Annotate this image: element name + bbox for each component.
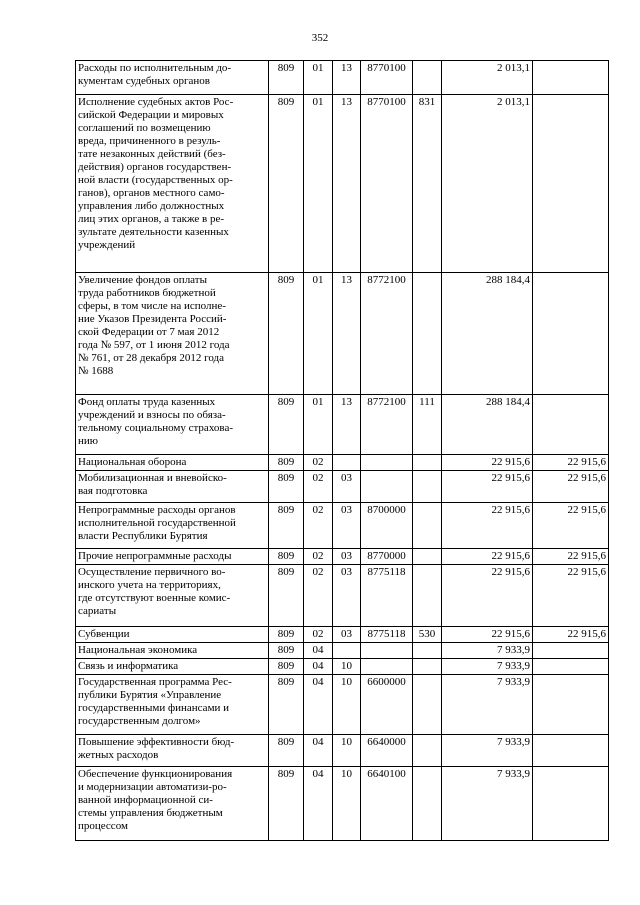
- table-row: [76, 643, 609, 659]
- row-gr-cell: 809: [269, 471, 304, 503]
- row-name-cell: Государственная программа Рес- публики Бурятия «Управление государственными финансами и государственным долгом»: [76, 675, 269, 735]
- row-gr-cell: 809: [269, 273, 304, 395]
- row-sum2-cell: 22 915,6: [533, 455, 609, 471]
- row-rz-cell: 01: [304, 61, 333, 95]
- row-rz-cell: 02: [304, 549, 333, 565]
- row-sum1-cell: 2 013,1: [442, 61, 533, 95]
- row-sum1-cell: 22 915,6: [442, 549, 533, 565]
- row-gr-cell: 809: [269, 95, 304, 273]
- row-sum1-cell: 7 933,9: [442, 659, 533, 675]
- row-sum2-cell: 22 915,6: [533, 549, 609, 565]
- row-cs-cell: 8772100: [361, 395, 413, 455]
- row-vr-cell: [413, 659, 442, 675]
- row-sum2-cell: [533, 735, 609, 767]
- row-cs-cell: 8775118: [361, 565, 413, 627]
- row-cs-cell: 8775118: [361, 627, 413, 643]
- row-sum1-cell: 22 915,6: [442, 455, 533, 471]
- table-row: [76, 735, 609, 767]
- row-pr-cell: 13: [333, 395, 361, 455]
- row-vr-cell: 530: [413, 627, 442, 643]
- row-name-cell: Непрограммные расходы органов исполнительной государственной власти Республики Бурятия: [76, 503, 269, 549]
- table-row: [76, 455, 609, 471]
- row-name-cell: Повышение эффективности бюд- жетных расходов: [76, 735, 269, 767]
- row-pr-cell: [333, 455, 361, 471]
- row-rz-cell: 04: [304, 643, 333, 659]
- row-sum1-cell: 288 184,4: [442, 395, 533, 455]
- row-rz-cell: 02: [304, 565, 333, 627]
- row-name-cell: Осуществление первичного во- инского учета на территориях, где отсутствуют военные комис- сариаты: [76, 565, 269, 627]
- row-gr-cell: 809: [269, 61, 304, 95]
- row-name-cell: Расходы по исполнительным до- кументам судебных органов: [76, 61, 269, 95]
- row-gr-cell: 809: [269, 395, 304, 455]
- row-cs-cell: 8770000: [361, 549, 413, 565]
- row-rz-cell: 04: [304, 675, 333, 735]
- row-rz-cell: 04: [304, 659, 333, 675]
- row-pr-cell: 10: [333, 767, 361, 841]
- row-pr-cell: 03: [333, 503, 361, 549]
- row-sum2-cell: 22 915,6: [533, 627, 609, 643]
- budget-table-body: [76, 61, 609, 841]
- table-row: [76, 503, 609, 549]
- row-vr-cell: [413, 767, 442, 841]
- row-pr-cell: 03: [333, 549, 361, 565]
- row-sum2-cell: 22 915,6: [533, 565, 609, 627]
- row-cs-cell: [361, 471, 413, 503]
- table-row: [76, 549, 609, 565]
- row-name-cell: Прочие непрограммные расходы: [76, 549, 269, 565]
- row-cs-cell: 6640000: [361, 735, 413, 767]
- row-sum1-cell: 7 933,9: [442, 767, 533, 841]
- row-gr-cell: 809: [269, 675, 304, 735]
- row-gr-cell: 809: [269, 565, 304, 627]
- table-row: [76, 675, 609, 735]
- row-sum1-cell: 7 933,9: [442, 675, 533, 735]
- row-sum1-cell: 288 184,4: [442, 273, 533, 395]
- table-row: [76, 565, 609, 627]
- row-gr-cell: 809: [269, 627, 304, 643]
- row-sum2-cell: 22 915,6: [533, 471, 609, 503]
- row-vr-cell: [413, 273, 442, 395]
- row-sum2-cell: [533, 675, 609, 735]
- row-name-cell: Обеспечение функционирования и модернизации автоматизи-ро- ванной информационной си- стемы управления бюджетным процессом: [76, 767, 269, 841]
- page-number: 352: [311, 32, 329, 44]
- row-gr-cell: 809: [269, 549, 304, 565]
- row-vr-cell: [413, 455, 442, 471]
- row-cs-cell: 8700000: [361, 503, 413, 549]
- row-pr-cell: 03: [333, 471, 361, 503]
- row-name-cell: Субвенции: [76, 627, 269, 643]
- row-rz-cell: 01: [304, 395, 333, 455]
- row-rz-cell: 02: [304, 627, 333, 643]
- row-name-cell: Мобилизационная и вневойско- вая подготовка: [76, 471, 269, 503]
- row-vr-cell: [413, 471, 442, 503]
- row-gr-cell: 809: [269, 659, 304, 675]
- row-sum1-cell: 22 915,6: [442, 565, 533, 627]
- row-rz-cell: 02: [304, 503, 333, 549]
- row-sum1-cell: 7 933,9: [442, 735, 533, 767]
- table-row: [76, 471, 609, 503]
- table-row: [76, 627, 609, 643]
- row-sum2-cell: [533, 643, 609, 659]
- row-vr-cell: [413, 61, 442, 95]
- row-name-cell: Фонд оплаты труда казенных учреждений и взносы по обяза- тельному социальному страхова- нию: [76, 395, 269, 455]
- row-vr-cell: [413, 735, 442, 767]
- row-pr-cell: 10: [333, 659, 361, 675]
- row-gr-cell: 809: [269, 455, 304, 471]
- table-row: [76, 95, 609, 273]
- table-row: [76, 659, 609, 675]
- row-cs-cell: [361, 643, 413, 659]
- row-sum2-cell: 22 915,6: [533, 503, 609, 549]
- row-vr-cell: [413, 549, 442, 565]
- row-sum2-cell: [533, 767, 609, 841]
- row-pr-cell: 13: [333, 95, 361, 273]
- row-name-cell: Исполнение судебных актов Рос- сийской Федерации и мировых соглашений по возмещению вреда, причиненного в резуль- тате незаконных действий (без- действия) органов государствен- ной власти (государственных ор- ганов), органов местного само- управления либо должностных лиц этих органов, а также в ре- зультате деятельности казенных учреждений: [76, 95, 269, 273]
- row-name-cell: Национальная экономика: [76, 643, 269, 659]
- row-rz-cell: 02: [304, 455, 333, 471]
- row-cs-cell: 6640100: [361, 767, 413, 841]
- row-cs-cell: 6600000: [361, 675, 413, 735]
- row-vr-cell: 831: [413, 95, 442, 273]
- row-rz-cell: 04: [304, 767, 333, 841]
- row-vr-cell: 111: [413, 395, 442, 455]
- table-row: [76, 395, 609, 455]
- row-sum2-cell: [533, 395, 609, 455]
- row-rz-cell: 01: [304, 95, 333, 273]
- row-name-cell: Увеличение фондов оплаты труда работников бюджетной сферы, в том числе на исполне- ние Указов Президента Россий- ской Федерации от 7 мая 2012 года № 597, от 1 июня 2012 года № 761, от 28 декабря 2012 года № 1688: [76, 273, 269, 395]
- row-sum2-cell: [533, 61, 609, 95]
- row-pr-cell: 10: [333, 735, 361, 767]
- row-vr-cell: [413, 503, 442, 549]
- row-pr-cell: 10: [333, 675, 361, 735]
- row-gr-cell: 809: [269, 503, 304, 549]
- row-sum1-cell: 7 933,9: [442, 643, 533, 659]
- row-rz-cell: 02: [304, 471, 333, 503]
- row-vr-cell: [413, 565, 442, 627]
- row-gr-cell: 809: [269, 643, 304, 659]
- row-sum1-cell: 22 915,6: [442, 471, 533, 503]
- row-cs-cell: 8770100: [361, 61, 413, 95]
- row-rz-cell: 01: [304, 273, 333, 395]
- row-pr-cell: 13: [333, 61, 361, 95]
- budget-table: [75, 60, 609, 841]
- table-row: [76, 273, 609, 395]
- table-row: [76, 767, 609, 841]
- row-sum1-cell: 22 915,6: [442, 627, 533, 643]
- row-rz-cell: 04: [304, 735, 333, 767]
- row-name-cell: Национальная оборона: [76, 455, 269, 471]
- table-row: [76, 61, 609, 95]
- row-name-cell: Связь и информатика: [76, 659, 269, 675]
- row-sum1-cell: 22 915,6: [442, 503, 533, 549]
- row-cs-cell: 8770100: [361, 95, 413, 273]
- row-sum2-cell: [533, 95, 609, 273]
- row-cs-cell: 8772100: [361, 273, 413, 395]
- row-gr-cell: 809: [269, 735, 304, 767]
- row-cs-cell: [361, 455, 413, 471]
- row-gr-cell: 809: [269, 767, 304, 841]
- row-pr-cell: [333, 643, 361, 659]
- row-sum2-cell: [533, 659, 609, 675]
- row-vr-cell: [413, 675, 442, 735]
- row-vr-cell: [413, 643, 442, 659]
- row-pr-cell: 03: [333, 627, 361, 643]
- row-pr-cell: 13: [333, 273, 361, 395]
- row-cs-cell: [361, 659, 413, 675]
- row-sum2-cell: [533, 273, 609, 395]
- row-pr-cell: 03: [333, 565, 361, 627]
- row-sum1-cell: 2 013,1: [442, 95, 533, 273]
